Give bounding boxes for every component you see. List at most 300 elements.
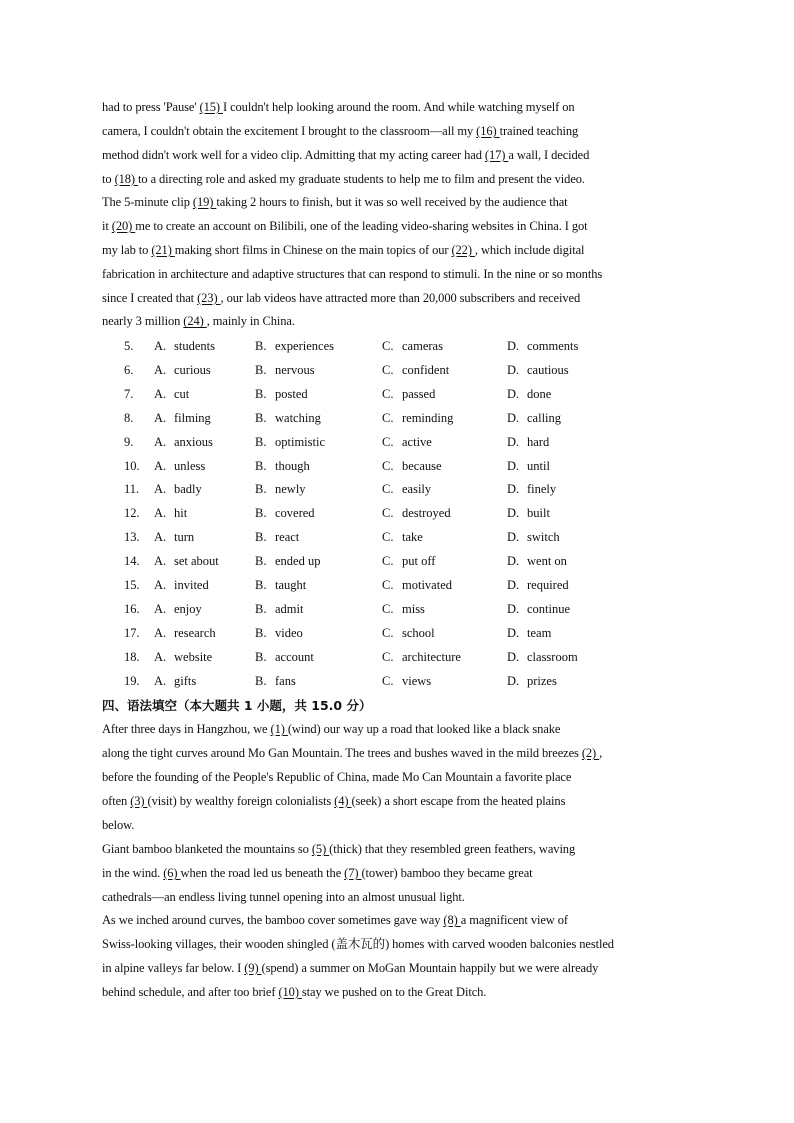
blank-field[interactable]: (9) <box>244 960 262 975</box>
text-segment: below. <box>102 817 135 832</box>
option-d[interactable] <box>507 359 569 383</box>
option-c[interactable] <box>382 359 449 383</box>
question-row <box>0 478 794 502</box>
option-letter: B. <box>255 458 267 473</box>
text-line <box>102 96 692 120</box>
blank-field[interactable]: (1) <box>270 722 288 736</box>
passage-2-paragraph-2 <box>102 838 692 910</box>
question-number: 10. <box>124 458 140 473</box>
option-b[interactable] <box>255 407 321 431</box>
option-letter: A. <box>154 649 167 664</box>
text-segment: The 5-minute clip <box>102 195 193 209</box>
blank-field[interactable]: (17) <box>484 147 509 162</box>
text-line <box>102 790 692 814</box>
text-line <box>102 191 692 215</box>
text-segment: my lab to <box>102 242 152 257</box>
option-letter: D. <box>507 625 520 640</box>
option-d[interactable] <box>507 550 567 574</box>
option-text: views <box>402 673 432 688</box>
passage-2-paragraph-1 <box>102 718 692 837</box>
text-segment: (seek) a short escape from the heated plains <box>351 793 566 808</box>
text-segment: Giant bamboo blanketed the mountains so <box>102 842 312 856</box>
option-text: calling <box>527 410 562 425</box>
option-text: motivated <box>402 578 452 592</box>
option-letter: A. <box>154 530 167 545</box>
option-d[interactable] <box>507 431 549 455</box>
option-a[interactable] <box>154 359 211 383</box>
text-line <box>102 933 692 957</box>
text-segment: making short films in Chinese on the main topics of our <box>174 242 452 257</box>
option-letter: D. <box>507 482 520 497</box>
text-segment: camera, I couldn't obtain the excitement I brought to the classroom—all my <box>102 123 477 138</box>
blank-field[interactable]: (23) <box>197 290 221 305</box>
option-letter: B. <box>255 362 267 377</box>
blank-field[interactable]: (16) <box>476 123 500 138</box>
option-d[interactable] <box>507 502 550 526</box>
option-d[interactable] <box>507 478 556 502</box>
option-letter: D. <box>507 434 520 449</box>
option-c[interactable] <box>382 670 431 694</box>
text-line <box>102 909 692 933</box>
text-segment: I couldn't help looking around the room. And while watching myself on <box>222 100 575 114</box>
question-row <box>0 455 794 479</box>
option-letter: C. <box>382 339 394 353</box>
option-text: finely <box>527 482 557 497</box>
option-text: enjoy <box>174 601 202 616</box>
blank-field[interactable]: (18) <box>114 171 139 186</box>
text-segment: often <box>102 793 131 808</box>
option-text: set about <box>174 554 219 569</box>
option-letter: A. <box>154 673 167 688</box>
option-text: classroom <box>527 649 578 664</box>
question-number: 6. <box>124 362 134 377</box>
option-text: taught <box>275 578 307 592</box>
text-segment: before the founding of the People's Republic of China, made Mo Can Mountain a favorite place <box>102 769 572 784</box>
option-text: posted <box>275 386 308 401</box>
section-heading: 四、语法填空（本大题共 1 小题，共 15.0 分） <box>102 698 372 713</box>
option-a[interactable] <box>154 478 202 502</box>
question-number: 18. <box>124 649 140 664</box>
text-segment: As we inched around curves, the bamboo cover sometimes gave way <box>102 913 444 927</box>
blank-field[interactable]: (24) <box>183 314 207 329</box>
option-d[interactable] <box>507 383 551 407</box>
option-letter: D. <box>507 673 520 688</box>
option-a[interactable] <box>154 335 215 359</box>
blank-field[interactable]: (8) <box>443 913 461 927</box>
option-d[interactable] <box>507 455 550 479</box>
text-segment: , our lab videos have attracted more than 20,000 subscribers and received <box>220 290 581 305</box>
option-letter: D. <box>507 649 520 664</box>
option-letter: B. <box>255 506 267 521</box>
option-letter: C. <box>382 386 394 401</box>
option-text: switch <box>527 530 560 545</box>
blank-field[interactable]: (5) <box>311 842 330 856</box>
option-letter: A. <box>154 601 167 616</box>
option-b[interactable] <box>255 622 303 646</box>
text-line <box>102 981 692 1005</box>
option-c[interactable] <box>382 598 425 622</box>
option-text: admit <box>275 601 304 616</box>
text-segment: in the wind. <box>102 865 164 880</box>
option-text: take <box>402 530 423 545</box>
option-letter: B. <box>255 649 267 664</box>
blank-field[interactable]: (6) <box>163 865 181 880</box>
option-text: account <box>275 649 314 664</box>
option-letter: A. <box>154 386 167 401</box>
option-text: research <box>174 625 216 640</box>
option-c[interactable] <box>382 431 432 455</box>
option-text: cautious <box>527 362 569 377</box>
question-number: 5. <box>124 339 134 353</box>
option-b[interactable] <box>255 502 315 526</box>
option-a[interactable] <box>154 670 196 694</box>
question-row <box>0 598 794 622</box>
option-b[interactable] <box>255 526 299 550</box>
text-segment: it <box>102 218 112 233</box>
option-b[interactable] <box>255 670 296 694</box>
text-line <box>102 239 692 263</box>
option-text: until <box>527 458 550 473</box>
question-row <box>0 670 794 694</box>
text-segment: Swiss-looking villages, their wooden shingled (盖木瓦的) homes with carved wooden balconies nestled <box>102 936 614 951</box>
text-segment: to <box>102 171 115 186</box>
option-text: cut <box>174 386 190 401</box>
question-row <box>0 502 794 526</box>
option-d[interactable] <box>507 622 551 646</box>
option-letter: A. <box>154 362 167 377</box>
option-text: passed <box>402 386 436 401</box>
option-letter: C. <box>382 601 394 616</box>
text-segment: along the tight curves around Mo Gan Mountain. The trees and bushes waved in the mild breezes <box>102 745 582 760</box>
text-line <box>102 957 692 981</box>
blank-field[interactable]: (19) <box>192 195 217 209</box>
option-c[interactable] <box>382 335 443 359</box>
option-text: reminding <box>402 410 454 425</box>
option-b[interactable] <box>255 646 314 670</box>
option-a[interactable] <box>154 622 216 646</box>
text-segment: (tower) bamboo they became great <box>361 865 533 880</box>
question-row <box>0 383 794 407</box>
option-text: website <box>174 649 213 664</box>
option-letter: A. <box>154 458 167 473</box>
option-letter: D. <box>507 410 520 425</box>
option-letter: C. <box>382 554 394 569</box>
text-line <box>102 215 692 239</box>
option-letter: A. <box>154 625 167 640</box>
option-letter: C. <box>382 482 394 497</box>
option-a[interactable] <box>154 598 202 622</box>
question-row <box>0 359 794 383</box>
option-a[interactable] <box>154 526 194 550</box>
option-text: curious <box>174 362 211 377</box>
question-number: 19. <box>124 673 140 688</box>
option-text: newly <box>275 482 306 497</box>
text-segment: to a directing role and asked my graduate students to help me to film and present the video. <box>138 171 585 186</box>
option-a[interactable] <box>154 574 209 598</box>
option-d[interactable] <box>507 335 578 359</box>
text-segment: (wind) our way up a road that looked like a black snake <box>287 722 561 736</box>
text-segment: , which include digital <box>474 242 585 257</box>
question-number: 15. <box>124 578 140 592</box>
option-c[interactable] <box>382 383 435 407</box>
blank-field[interactable]: (20) <box>111 218 136 233</box>
text-segment: behind schedule, and after too brief <box>102 984 279 999</box>
option-text: put off <box>402 554 436 569</box>
option-text: prizes <box>527 673 557 688</box>
option-b[interactable] <box>255 335 334 359</box>
text-segment: After three days in Hangzhou, we <box>102 722 271 736</box>
text-line <box>102 168 692 192</box>
option-text: team <box>527 625 552 640</box>
option-text: architecture <box>402 649 461 664</box>
option-letter: D. <box>507 578 520 592</box>
text-line <box>102 886 692 910</box>
option-letter: B. <box>255 530 267 545</box>
text-segment: when the road led us beneath the <box>180 865 345 880</box>
option-d[interactable] <box>507 646 578 670</box>
option-c[interactable] <box>382 574 452 598</box>
option-letter: A. <box>154 578 167 592</box>
option-letter: B. <box>255 554 267 569</box>
passage-2-paragraph-3 <box>102 909 692 1005</box>
option-c[interactable] <box>382 622 435 646</box>
option-text: gifts <box>174 673 197 688</box>
text-line <box>102 120 692 144</box>
option-text: nervous <box>275 362 315 377</box>
option-c[interactable] <box>382 646 461 670</box>
option-letter: D. <box>507 339 520 353</box>
option-letter: A. <box>154 434 167 449</box>
option-c[interactable] <box>382 478 431 502</box>
text-line <box>102 862 692 886</box>
question-number: 12. <box>124 506 140 521</box>
option-text: unless <box>174 458 206 473</box>
option-letter: B. <box>255 625 267 640</box>
option-a[interactable] <box>154 550 219 574</box>
question-row <box>0 622 794 646</box>
blank-field[interactable]: (21) <box>151 242 175 257</box>
option-c[interactable] <box>382 502 451 526</box>
option-a[interactable] <box>154 407 211 431</box>
option-d[interactable] <box>507 526 560 550</box>
text-line <box>102 310 692 334</box>
option-letter: B. <box>255 673 267 688</box>
option-letter: D. <box>507 458 520 473</box>
option-b[interactable] <box>255 550 320 574</box>
blank-field[interactable]: (2) <box>581 745 600 760</box>
option-text: active <box>402 434 432 449</box>
text-segment: (spend) a summer on MoGan Mountain happily but we were already <box>261 960 599 975</box>
option-letter: D. <box>507 554 520 569</box>
text-segment: , <box>599 745 603 760</box>
option-a[interactable] <box>154 383 189 407</box>
option-letter: C. <box>382 649 394 664</box>
question-row <box>0 407 794 431</box>
option-text: filming <box>174 410 211 425</box>
blank-field[interactable]: (7) <box>344 865 362 880</box>
question-number: 7. <box>124 386 134 401</box>
option-a[interactable] <box>154 431 213 455</box>
option-text: fans <box>275 673 296 688</box>
option-text: experiences <box>275 339 334 353</box>
text-segment: trained teaching <box>499 123 579 138</box>
option-letter: A. <box>154 410 167 425</box>
option-b[interactable] <box>255 478 306 502</box>
passage-1-paragraph-2 <box>102 191 692 334</box>
text-line <box>102 263 692 287</box>
text-segment: , mainly in China. <box>206 314 295 329</box>
option-text: though <box>275 458 310 473</box>
text-segment: a magnificent view of <box>460 913 568 927</box>
option-letter: D. <box>507 506 520 521</box>
option-text: miss <box>402 601 425 616</box>
text-line <box>102 287 692 311</box>
option-text: optimistic <box>275 434 325 449</box>
question-row <box>0 646 794 670</box>
text-line <box>102 814 692 838</box>
text-segment: stay we pushed on to the Great Ditch. <box>301 984 487 999</box>
option-d[interactable] <box>507 598 570 622</box>
option-letter: B. <box>255 410 267 425</box>
option-letter: B. <box>255 482 267 497</box>
question-number: 14. <box>124 554 140 569</box>
option-letter: C. <box>382 625 394 640</box>
question-number: 16. <box>124 601 140 616</box>
option-text: easily <box>402 482 432 497</box>
option-b[interactable] <box>255 598 303 622</box>
option-d[interactable] <box>507 407 561 431</box>
option-text: continue <box>527 601 571 616</box>
option-a[interactable] <box>154 502 187 526</box>
passage-1-paragraph-1 <box>102 96 692 192</box>
question-row <box>0 526 794 550</box>
option-letter: A. <box>154 554 167 569</box>
option-text: because <box>402 458 442 473</box>
text-line <box>102 144 692 168</box>
option-letter: C. <box>382 673 394 688</box>
blank-field[interactable]: (4) <box>334 793 352 808</box>
option-c[interactable] <box>382 407 453 431</box>
text-segment: in alpine valleys far below. I <box>102 960 245 975</box>
question-number: 13. <box>124 530 140 545</box>
option-text: covered <box>275 506 315 521</box>
option-text: cameras <box>402 339 443 353</box>
option-c[interactable] <box>382 526 423 550</box>
blank-field[interactable]: (10) <box>278 984 302 999</box>
option-text: turn <box>174 530 195 545</box>
text-line <box>102 838 692 862</box>
option-d[interactable] <box>507 670 557 694</box>
text-segment: (visit) by wealthy foreign colonialists <box>147 793 335 808</box>
option-text: students <box>174 339 215 353</box>
option-text: anxious <box>174 434 213 449</box>
option-letter: A. <box>154 339 167 353</box>
question-row <box>0 574 794 598</box>
text-segment: fabrication in architecture and adaptive structures that can respond to stimuli. In the nine or so months <box>102 266 603 281</box>
option-c[interactable] <box>382 550 435 574</box>
option-letter: D. <box>507 386 520 401</box>
option-letter: B. <box>255 386 267 401</box>
text-segment: cathedrals—an endless living tunnel opening into an almost unusual light. <box>102 889 465 904</box>
text-segment: taking 2 hours to finish, but it was so well received by the audience that <box>216 195 568 209</box>
option-letter: C. <box>382 410 394 425</box>
option-letter: C. <box>382 578 394 592</box>
question-number: 8. <box>124 410 134 425</box>
option-letter: B. <box>255 339 267 353</box>
question-row <box>0 335 794 359</box>
option-text: react <box>275 530 300 545</box>
option-text: required <box>527 578 569 592</box>
text-segment: a wall, I decided <box>508 147 590 162</box>
option-text: went on <box>527 554 567 569</box>
question-number: 11. <box>124 482 140 497</box>
option-text: school <box>402 625 435 640</box>
option-text: comments <box>527 339 579 353</box>
text-segment: (thick) that they resembled green feathers, waving <box>329 842 576 856</box>
option-b[interactable] <box>255 455 310 479</box>
text-line <box>102 742 692 766</box>
option-b[interactable] <box>255 383 308 407</box>
option-text: hit <box>174 506 188 521</box>
option-text: done <box>527 386 552 401</box>
question-row <box>0 550 794 574</box>
option-text: invited <box>174 578 209 592</box>
option-letter: A. <box>154 506 167 521</box>
option-text: ended up <box>275 554 321 569</box>
text-segment: nearly 3 million <box>102 314 184 329</box>
option-text: hard <box>527 434 550 449</box>
option-c[interactable] <box>382 455 442 479</box>
text-segment: me to create an account on Bilibili, one of the leading video-sharing websites in China. I got <box>135 218 588 233</box>
option-letter: A. <box>154 482 167 497</box>
text-segment: since I created that <box>102 290 198 305</box>
option-b[interactable] <box>255 574 306 598</box>
option-letter: D. <box>507 530 520 545</box>
option-d[interactable] <box>507 574 569 598</box>
text-line <box>102 766 692 790</box>
option-text: badly <box>174 482 202 497</box>
text-segment: had to press 'Pause' <box>102 100 200 114</box>
option-letter: D. <box>507 362 520 377</box>
option-b[interactable] <box>255 359 315 383</box>
blank-field[interactable]: (22) <box>451 242 475 257</box>
option-a[interactable] <box>154 455 205 479</box>
option-text: confident <box>402 362 450 377</box>
option-letter: B. <box>255 578 267 592</box>
option-letter: B. <box>255 601 267 616</box>
option-letter: B. <box>255 434 267 449</box>
option-text: watching <box>275 410 321 425</box>
question-number: 9. <box>124 434 134 449</box>
text-segment: method didn't work well for a video clip. Admitting that my acting career had <box>102 147 485 162</box>
question-number: 17. <box>124 625 140 640</box>
option-text: video <box>275 625 303 640</box>
option-a[interactable] <box>154 646 212 670</box>
option-text: built <box>527 506 550 521</box>
option-letter: C. <box>382 506 394 521</box>
blank-field[interactable]: (15) <box>199 100 223 114</box>
option-b[interactable] <box>255 431 325 455</box>
option-letter: C. <box>382 434 394 449</box>
option-letter: C. <box>382 458 394 473</box>
option-text: destroyed <box>402 506 451 521</box>
text-line <box>102 718 692 742</box>
option-letter: C. <box>382 362 394 377</box>
blank-field[interactable]: (3) <box>130 793 148 808</box>
question-row <box>0 431 794 455</box>
option-letter: D. <box>507 601 520 616</box>
option-letter: C. <box>382 530 394 545</box>
